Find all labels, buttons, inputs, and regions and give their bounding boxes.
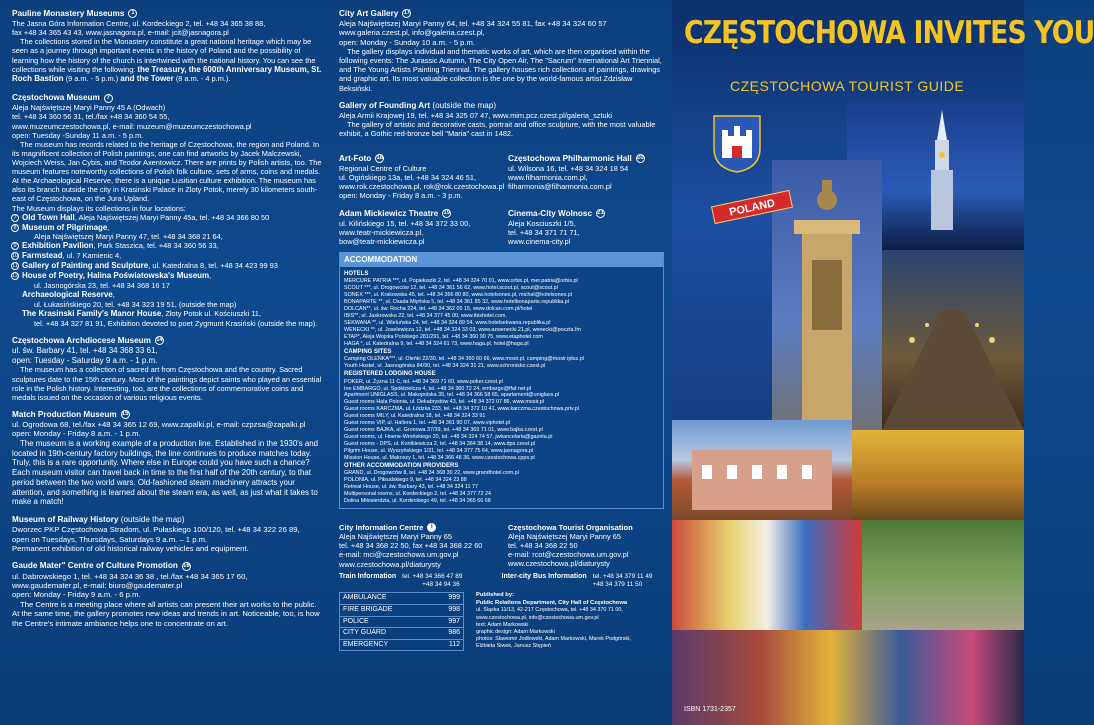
founding-line: Aleja Armii Krajowej 19, tel. +48 34 325 07 47, www.mim.pcz.czest.pl/galeria_sztuki bbox=[339, 110, 612, 120]
map-number-icon: 8 bbox=[11, 224, 19, 232]
tourist-org-line: e-mail: rcot@czestochowa.um.gov.pl bbox=[508, 550, 629, 560]
emergency-number: 112 bbox=[448, 640, 460, 648]
park-photo bbox=[862, 520, 1024, 630]
branch-name: The Krasinski Family's Manor House bbox=[22, 308, 162, 318]
emergency-row bbox=[340, 605, 463, 617]
accommodation-entry: Guest rooms, ul. Hoene-Wrońskiego 20, tel. +48 34 324 74 57, jwkancelaria@gazeta.pl bbox=[344, 433, 553, 440]
emergency-row bbox=[340, 617, 463, 629]
accommodation-entry: ETAP*, Aleja Wojska Polskiego 281/291, tel. +48 34 360 90 75, www.etaphotel.com bbox=[344, 333, 543, 340]
museum-line: www.muzeumczestochowa.pl, e-mail: muzeum@muzeumczestochowa.pl bbox=[12, 121, 252, 131]
artfoto-line: Regional Centre of Culture bbox=[339, 164, 427, 174]
accommodation-header: ACCOMMODATION bbox=[340, 253, 663, 267]
map-number-icon: 1 bbox=[128, 9, 137, 18]
map-number-icon: 16 bbox=[182, 562, 190, 569]
accommodation-entry: Multipersonal rooms, ul. Kordeckiego 2, tel. +48 34 377 72 24 bbox=[344, 490, 491, 497]
train-info bbox=[339, 573, 502, 589]
map-number-icon: 20 bbox=[636, 155, 644, 162]
map-number-icon: 15 bbox=[121, 411, 129, 418]
match-desc: The museum is a working example of a production line. Established in the 1930's and located in 19th-century factory buildings, the line continues to produce matches today. Truly, this is a rare opportunity. Where else in Europe could you have such a chance? Each museum visitor can travel back in time to the first half of the 20th century, to that period between the two world wars. Old-fashioned steam machinery attracts your attention, and something is learned about the steam era, as well, as just what it takes to make a match! bbox=[12, 438, 319, 507]
culture-venues-row-2 bbox=[339, 209, 664, 246]
cinema-line: tel. +48 34 371 71 71, bbox=[508, 227, 580, 237]
railway-title: Museum of Railway History (outside the map) bbox=[12, 514, 185, 524]
info-icon: i bbox=[427, 523, 436, 532]
branch-name: Exhibition Pavilion bbox=[22, 241, 94, 251]
city-art-line: open: Monday - Sunday 10 a.m. - 5 p.m. bbox=[339, 37, 475, 47]
theatre-line: www.teatr-mickiewicza.pl, bbox=[339, 227, 424, 237]
czestochowa-museum-section bbox=[12, 93, 325, 327]
accommodation-entry: SEKWANA **, ul. Wieluńska 24, tel. +48 34 324 89 54, www.hotelsekwana.republika.pl bbox=[344, 319, 551, 326]
accommodation-entry: Guest rooms Hala Polonia, ul. Dekabrystów 43, tel. +48 34 372 07 86, www.mosir.pl bbox=[344, 399, 545, 406]
branch-name: Museum of Pilgrimage bbox=[22, 222, 108, 232]
tourist-org-title: Częstochowa Tourist Organisation bbox=[508, 522, 633, 532]
publisher-name: Public Relations Department, City Hall of Częstochowa bbox=[476, 599, 628, 606]
city-art-title: City Art Gallery 17 bbox=[339, 9, 411, 18]
museum-branch-item bbox=[12, 281, 325, 290]
publisher-info bbox=[464, 592, 631, 651]
city-coat-of-arms-icon bbox=[712, 114, 762, 174]
match-title: Match Production Museum 15 bbox=[12, 409, 129, 419]
museum-branch-item bbox=[12, 251, 325, 261]
train-phone: tel. +48 34 366 47 89 bbox=[402, 572, 463, 580]
publisher-line: photos: Sławomir Jodłowski, Adam Markowski, Marek Podgórski, bbox=[476, 635, 631, 642]
match-line: open: Monday - Friday 8 a.m. - 1 p.m. bbox=[12, 429, 141, 439]
accommodation-category: REGISTERED LODGING HOUSE bbox=[344, 370, 436, 377]
emergency-row bbox=[340, 640, 463, 651]
street-photo bbox=[882, 250, 1024, 430]
accommodation-entry: Retreat House, ul. św. Barbary 43, tel. +48 34 324 11 77 bbox=[344, 484, 478, 491]
emergency-row bbox=[340, 593, 463, 605]
bus-phone: tel. +48 34 379 11 49 bbox=[592, 572, 653, 580]
info-section bbox=[339, 523, 664, 652]
accommodation-entry: Youth Hostel, ul. Jasnogórska 84/90, tel. +48 34 324 31 21, www.schronisko.czest.pl bbox=[344, 363, 546, 370]
museum-line: tel. +48 34 360 56 31, tel./fax +48 34 360 54 55, bbox=[12, 112, 170, 122]
city-art-line: Aleja Najświętszej Maryi Panny 64, tel. +48 34 324 55 81, fax +48 34 324 60 57 bbox=[339, 19, 607, 29]
gaude-title: Gaude Mater" Centre of Culture Promotion 16 bbox=[12, 561, 190, 571]
accommodation-entry: Guest rooms MILY, ul. Katedralna 18, tel. +48 34 324 33 91 bbox=[344, 413, 486, 420]
tourist-organisation bbox=[508, 523, 664, 569]
cinema-line: Aleja Kosciuszki 1/5, bbox=[508, 218, 576, 228]
artfoto-section bbox=[339, 154, 505, 201]
branch-detail: tel. +48 34 327 81 91, Exhibition devoted to poet Zygmunt Krasiński (outside the map). bbox=[34, 318, 318, 328]
emergency-name: AMBULANCE bbox=[343, 594, 387, 602]
city-info-line: Aleja Najświętszej Maryi Panny 65 bbox=[339, 532, 452, 542]
accommodation-entry: POLONIA, ul. Piłsudskiego 9, tel. +48 34 324 23 88 bbox=[344, 477, 467, 484]
museum-branch-item bbox=[12, 319, 325, 328]
gaude-section bbox=[12, 561, 325, 628]
cover-subtitle: CZĘSTOCHOWA TOURIST GUIDE bbox=[730, 78, 965, 94]
theatre-line: bow@teatr-mickiewicza.pl bbox=[339, 236, 425, 246]
publisher-line: Elżbieta Siwek, Janusz Stępień bbox=[476, 642, 551, 649]
cinema-line: www.cinema-city.pl bbox=[508, 236, 571, 246]
pauline-line: fax +48 34 365 43 43, www.jasnagora.pl, e-mail: jcit@jasnagora.pl bbox=[12, 28, 229, 38]
emergency-row bbox=[340, 628, 463, 640]
gaude-line: www.gaudemater.pl, e-mail: biuro@gaudemater.pl bbox=[12, 580, 183, 590]
branch-detail: , Złoty Potok ul. Kościuszki 11, bbox=[161, 308, 261, 318]
accommodation-list bbox=[340, 267, 663, 508]
theatre-line: ul. Kilińskiego 15, tel. +48 34 372 33 00, bbox=[339, 218, 471, 228]
branch-detail: , Park Staszica, tel. +48 34 360 56 33, bbox=[93, 241, 219, 251]
poland-ribbon: POLAND bbox=[711, 190, 793, 224]
publisher-line: text: Adam Markowski bbox=[476, 621, 529, 628]
archdiocese-line: ul. św. Barbary 41, tel. +48 34 368 33 61, bbox=[12, 345, 158, 355]
accommodation-entry: BONAPARTE **, ul. Osada Młyńska 5, tel. +48 34 361 85 32, www.hotelbonaparte.republika.pl bbox=[344, 299, 569, 306]
galleries-column bbox=[339, 9, 664, 651]
emergency-number: 998 bbox=[448, 606, 460, 614]
accommodation-entry: SCOUT ***, ul. Drogowców 12, tel. +48 34 361 56 62, www.hotel.scout.pl, scout@scout.pl bbox=[344, 285, 558, 292]
artfoto-title: Art-Foto 18 bbox=[339, 154, 384, 164]
accommodation-entry: Pilgrim House, ul. Wyszyńskiego 1/31, tel. +48 34 377 75 64, www.jasnagora.pl bbox=[344, 447, 534, 454]
branch-detail: , bbox=[112, 289, 115, 299]
culture-venues-row-1 bbox=[339, 154, 664, 201]
pauline-title: Pauline Monastery Museums 1 bbox=[12, 9, 325, 19]
emergency-name: CITY GUARD bbox=[343, 629, 387, 637]
branch-detail: Aleja Najświętszej Maryi Panny 47, tel. +48 34 368 21 64, bbox=[34, 232, 223, 242]
emergency-name: FIRE BRIGADE bbox=[343, 606, 393, 614]
transport-info bbox=[339, 573, 664, 589]
publisher-line: ul. Śląska 11/13, 42-217 Częstochowa, tel. +48 34 370 71 00, bbox=[476, 607, 623, 614]
map-number-icon: 17 bbox=[403, 10, 411, 17]
accommodation-entry: Guest rooms VIP, ul. Hallera 1, tel. +48 34 361 90 07, www.viphotel.pl bbox=[344, 420, 511, 427]
archdiocese-section bbox=[12, 336, 325, 402]
publisher-line: www.czestochowa.pl, info@czestochowa.um.gov.pl bbox=[476, 614, 599, 621]
pauline-desc: The collections stored in the Monastery constitute a great national heritage which may be seen as a journey through important events in the history of Poland and the possibility of learning how the history of the church is intertwined with the national history. You can see the collections while visiting the following: the Treasury, the 600th Anniversary Museum, St. Roch Bastion (9 a.m. - 5 p.m.) and the Tower (8 a.m. - 4 p.m.). bbox=[12, 37, 322, 84]
founding-title: Gallery of Founding Art (outside the map) bbox=[339, 100, 497, 110]
city-art-section bbox=[339, 9, 664, 93]
branch-name: Old Town Hall bbox=[22, 212, 75, 222]
city-info-line: www.czestochowa.pl/diaturysty bbox=[339, 559, 441, 569]
bus-phone: +48 34 379 11 50 bbox=[592, 580, 643, 588]
accommodation-entry: Camping OLEŃKA***, ul. Oleńki 22/30, tel. +48 34 360 60 66, www.mosir.pl, camping@mosir.iplus.pl bbox=[344, 356, 584, 363]
museum-branch-item bbox=[12, 271, 325, 281]
city-info-line: e-mail: mci@czestochowa.um.gov.pl bbox=[339, 550, 459, 560]
founding-desc: The gallery of artistic and decorative casts, portrait and office sculpture, with the most valuable exhibit, a Gothic red-bronze bell "Maria" cast in 1482. bbox=[339, 119, 656, 138]
gaude-line: open: Monday - Friday 9 a.m. - 6 p.m. bbox=[12, 590, 141, 600]
accommodation-category: HOTELS bbox=[344, 270, 369, 277]
match-section bbox=[12, 410, 325, 507]
archdiocese-title: Częstochowa Archdiocese Museum 14 bbox=[12, 335, 163, 345]
branch-detail: , bbox=[107, 222, 110, 232]
gaude-line: ul. Dabrowskiego 1, tel. +48 34 324 36 38 , tel./fax +48 34 365 17 60, bbox=[12, 571, 248, 581]
accommodation-category: CAMPING SITES bbox=[344, 348, 392, 355]
accommodation-entry: HAGA *, ul. Katedralna 9, tel. +48 34 324 61 73, www.haga.pl, hotel@haga.pl bbox=[344, 340, 529, 347]
branch-name: Archaeological Reserve bbox=[22, 289, 113, 299]
accommodation-entry: Inn EMBARGO, ul. Spółdzielcza 4, tel. +48 34 360 72 24, embargo@ffaf.net.pl bbox=[344, 385, 532, 392]
railway-line: Permanent exhibition of old historical railway vehicles and equipment. bbox=[12, 543, 249, 553]
isbn: ISBN 1731-2357 bbox=[684, 706, 736, 714]
city-art-desc: The gallery displays individual and thematic works of art, which are then organised within the following events: The Jurassic Autumn, The City Open Air, The "Sacrum" International Art Triennial, and The Young Artists Painting Triennial. The gallery houses rich collections of paintings, drawings and graphic art. Its most valuable collection is the one by the world-famous artist Zdzisław Beksiński. bbox=[339, 47, 662, 93]
match-line: ul. Ogrodowa 68, tel./fax +48 34 365 12 69, www.zapalki.pl, e-mail: czpzsa@zapalki.pl bbox=[12, 419, 306, 429]
philharmonic-line: www.filharmonia.com.pl, bbox=[508, 173, 588, 183]
accommodation-entry: POKER, ul. Żyzna 11 C, tel. +48 34 369 71 60, www.poker.czest.pl bbox=[344, 378, 503, 385]
museum-line: open: Tuesday -Sunday 11 a.m. - 5 p.m. bbox=[12, 130, 144, 140]
map-number-icon: 7 bbox=[11, 214, 19, 222]
autumn-photo bbox=[852, 430, 1024, 520]
museum-branch-item bbox=[12, 241, 325, 251]
branch-detail: , ul. 7 Kamienic 4, bbox=[62, 251, 122, 261]
map-number-icon: 21 bbox=[597, 209, 604, 216]
city-art-line: www.galeria.czest.pl, info@galeria.czest.pl, bbox=[339, 28, 485, 38]
theatre-title: Adam Mickiewicz Theatre 19 bbox=[339, 208, 451, 218]
museum-branch-item bbox=[12, 213, 325, 223]
artfoto-line: www.rok.czestochowa.pl, rok@rok.czestochowa.pl bbox=[339, 182, 505, 192]
museum-branch-item bbox=[12, 261, 325, 271]
map-number-icon: 9 bbox=[11, 242, 19, 250]
branch-detail: , Aleja Najświętszej Maryi Panny 45a, tel. +48 34 366 80 50 bbox=[74, 212, 270, 222]
emergency-number: 999 bbox=[448, 594, 460, 602]
emergency-name: EMERGENCY bbox=[343, 640, 389, 648]
cover-panel bbox=[672, 0, 1094, 725]
accommodation-entry: SONEX ***, ul. Krakowska 45, tel. +48 34 366 80 80, www.hotelsonex.pl, michal@hotelsonex.pl bbox=[344, 292, 572, 299]
bus-info bbox=[502, 573, 665, 589]
accommodation-entry: MERCURE PATRIA ***, ul. Popiełuszki 2, tel. +48 34 324 70 01, www.orbis.pl, mer.patria@orbis.pl bbox=[344, 278, 578, 285]
train-label: Train Information bbox=[339, 572, 397, 580]
museum-branch-item bbox=[12, 300, 325, 309]
accommodation-entry: IBIS**, ul. Jaskrowska 22, tel. +48 34 377 45 00, www.ibishotel.com, bbox=[344, 312, 507, 319]
philharmonic-title: Częstochowa Philharmonic Hall 20 bbox=[508, 154, 644, 164]
museum-branch-item bbox=[12, 290, 325, 300]
map-number-icon: 14 bbox=[156, 337, 163, 344]
branch-detail: ul. Łukasińskiego 20, tel. +48 34 323 19 51, (outside the map) bbox=[34, 299, 237, 309]
accommodation-entry: Guest rooms KARCZMA, ul. Łódzka 233, tel. +48 34 372 10 41, www.karczma.czestochowa.priv.pl bbox=[344, 406, 579, 413]
tourist-org-line: Aleja Najświętszej Maryi Panny 65 bbox=[508, 532, 621, 542]
museum-desc: The museum has records related to the heritage of Częstochowa, the region and Poland. In its magnificent collection of Polish paintings, one can find artworks by Jacek Malczewski, Wojciech Weiss, Jan Cybis, and Teodor Axentowicz. There are prints by Polish artists, too. The museum features noteworthy collections of Polish folk culture, sets of arms, coins and medals. At the Archaeological Reserve, there is a unique Lusitian culture exhibition. The museum has also its branch outside the city in Krasinski Palace in Zloty Potok, merely 30 kilometers south-east of Częstochowa, on the Jura Upland. bbox=[12, 139, 322, 204]
branch-name: House of Poetry, Halina Poświatowska's Museum bbox=[22, 270, 210, 280]
emergency-numbers bbox=[339, 592, 464, 651]
accommodation-entry: Mission House, ul. Makoszy 1, tel. +48 34 366 48 36, www.czestochowa.cpps.pl bbox=[344, 454, 535, 461]
map-number-icon: 12 bbox=[12, 272, 19, 279]
accommodation-entry: Dolina Miłosierdzia, ul. Kordeckiego 49, tel. +48 34 365 66 68 bbox=[344, 497, 491, 504]
branch-detail: ul. Jasnogórska 23, tel. +48 34 368 16 17 bbox=[34, 280, 170, 290]
emergency-number: 997 bbox=[448, 617, 460, 625]
museums-column bbox=[12, 9, 325, 636]
city-info-title: City Information Centre i bbox=[339, 523, 495, 533]
theatre-section bbox=[339, 209, 495, 246]
railway-section bbox=[12, 515, 325, 553]
archdiocese-desc: The museum has a collection of sacred art from Częstochowa and the country. Sacred sculptures date to the 15th century. Most of the paintings depict saints who played an essential role in the Polish history. Interesting, too, are the collections of commemorative coins and medals issued on the occasion of various religious events. bbox=[12, 365, 322, 402]
artfoto-line: open: Monday - Friday 8 a.m. - 3 p.m. bbox=[339, 191, 463, 201]
artfoto-line: ul. Ogińskiego 13a, tel. +48 34 324 46 51, bbox=[339, 173, 477, 183]
philharmonic-line: filharmonia@filharmonia.com.pl bbox=[508, 182, 612, 192]
city-info-centre bbox=[339, 523, 495, 569]
pauline-line: The Jasna Góra Information Centre, ul. Kordeckiego 2, tel. +48 34 365 38 88, bbox=[12, 19, 266, 29]
city-info-line: tel. +48 34 368 22 50, fax +48 34 368 22 60 bbox=[339, 541, 483, 551]
map-number-icon: 10 bbox=[12, 253, 19, 260]
museum-line: Aleja Najświętszej Maryi Panny 45 A (Odwach) bbox=[12, 103, 166, 113]
tourist-org-line: www.czestochowa.pl/diaturysty bbox=[508, 559, 610, 569]
accommodation-entry: WENECKI **, ul. Joselewicza 12, tel. +48 34 324 33 03, www.azwenecki.21.pl, wenecki@poczta.fm bbox=[344, 326, 581, 333]
accommodation-box bbox=[339, 252, 664, 509]
railway-line: Dworzec PKP Częstochowa Stradom, ul. Pułaskiego 100/120, tel. +48 34 322 26 89, bbox=[12, 525, 300, 535]
museum-branch-item bbox=[12, 223, 325, 233]
branch-name: Farmstead bbox=[22, 251, 63, 261]
museum-branches-intro: The Museum displays its collections in four locations: bbox=[12, 203, 186, 213]
publisher-label: Published by: bbox=[476, 592, 515, 599]
accommodation-entry: DOLCAN**, ul. św. Rocha 224, tel. +48 34 362 05 15, www.dolcan.com.pl/hotel bbox=[344, 306, 533, 313]
accommodation-entry: GRAND, ul. Drogowców 8, tel. +48 34 368 30 22, www.grandhotel.com.pl bbox=[344, 470, 519, 477]
tourist-org-line: tel. +48 34 368 22 50 bbox=[508, 541, 578, 551]
accommodation-category: OTHER ACCOMMODATION PROVIDERS bbox=[344, 462, 459, 469]
map-number-icon: 11 bbox=[12, 263, 18, 270]
train-phone: +48 34 94 36 bbox=[422, 580, 460, 588]
archdiocese-line: open: Tuesday - Saturday 9 a.m. - 1 p.m. bbox=[12, 355, 158, 365]
bus-label: Inter-city Bus Information bbox=[501, 572, 587, 580]
map-number-icon: 7 bbox=[104, 94, 113, 103]
railway-line: open on Tuesdays, Thursdays, Saturdays 9 a.m. – 1 p.m. bbox=[12, 534, 208, 544]
accommodation-entry: Apartment UNIGLASS, ul. Makopolska 35, tel. +48 34 366 58 65, apartament@uniglass.pl bbox=[344, 392, 560, 399]
publisher-line: graphic design: Adam Markowski bbox=[476, 628, 555, 635]
branch-detail: , bbox=[209, 270, 212, 280]
philharmonic-section bbox=[508, 154, 664, 201]
czestochowa-museum-title: Częstochowa Museum 7 bbox=[12, 93, 325, 103]
branch-name: Gallery of Painting and Sculpture bbox=[22, 261, 149, 271]
map-number-icon: 19 bbox=[443, 209, 451, 216]
accommodation-entry: Guest rooms - DPS, ul. Kontkiewicza 2, tel. +48 34 364 38 14, www.dps.czest.pl bbox=[344, 440, 536, 447]
map-number-icon: 18 bbox=[376, 155, 384, 162]
branch-detail: , ul. Katedralna 8, tel. +48 34 423 99 93 bbox=[148, 261, 278, 271]
cinema-section bbox=[508, 209, 664, 246]
emergency-number: 986 bbox=[448, 629, 460, 637]
emergency-name: POLICE bbox=[343, 617, 369, 625]
pauline-section bbox=[12, 9, 325, 84]
museum-branch-item bbox=[12, 232, 325, 241]
gaude-desc: The Centre is a meeting place where all artists can present their art works to the public. At the same time, the gallery promotes new ideas and trends in art. Noticeable, too, is how the Centre's intimate ambiance helps one to concentrate on art. bbox=[12, 599, 320, 628]
philharmonic-line: ul. Wilsona 16, tel. +48 34 324 18 54 bbox=[508, 164, 629, 174]
museum-branches-list bbox=[12, 213, 325, 328]
accommodation-entry: Guest rooms BAJKA, ul. Gronowa 37/39, tel. +48 34 369 71 01, www.bajka.czest.pl bbox=[344, 427, 543, 433]
cinema-title: Cinema-City Wolnosc 21 bbox=[508, 208, 604, 218]
building-photo bbox=[672, 420, 852, 520]
cover-title: CZĘSTOCHOWA INVITES YOU bbox=[684, 15, 1094, 51]
folk-dancers-photo bbox=[672, 520, 862, 630]
museum-branch-item bbox=[12, 309, 325, 319]
founding-section bbox=[339, 101, 664, 138]
